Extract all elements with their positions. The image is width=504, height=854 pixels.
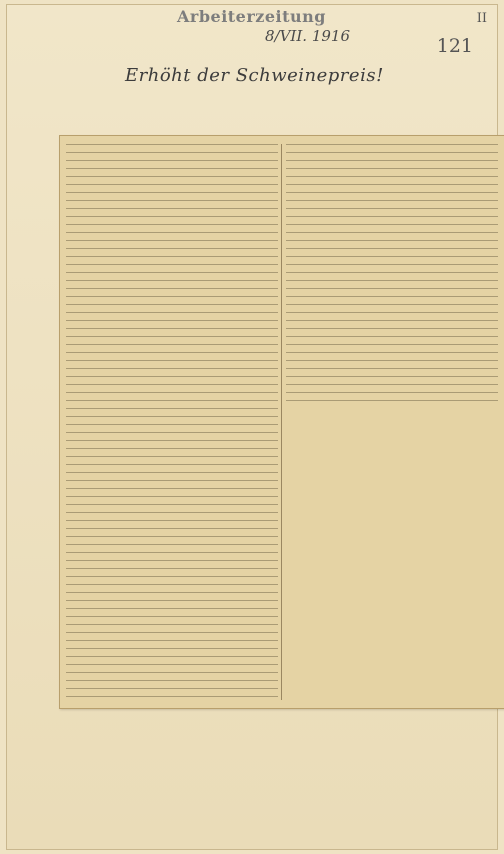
newspaper-clipping: [59, 135, 504, 709]
newspaper-masthead: Arbeiterzeitung: [177, 7, 326, 26]
handwritten-title: Erhöht der Schweinepreis!: [125, 65, 384, 86]
article-column-left: [66, 144, 278, 700]
column-divider: [281, 144, 282, 700]
handwritten-date: 8/VII. 1916: [265, 27, 350, 45]
archive-sheet: [6, 4, 498, 850]
article-column-right: [286, 144, 498, 408]
page-number: 121: [436, 35, 473, 57]
roman-numeral: II: [476, 11, 487, 26]
